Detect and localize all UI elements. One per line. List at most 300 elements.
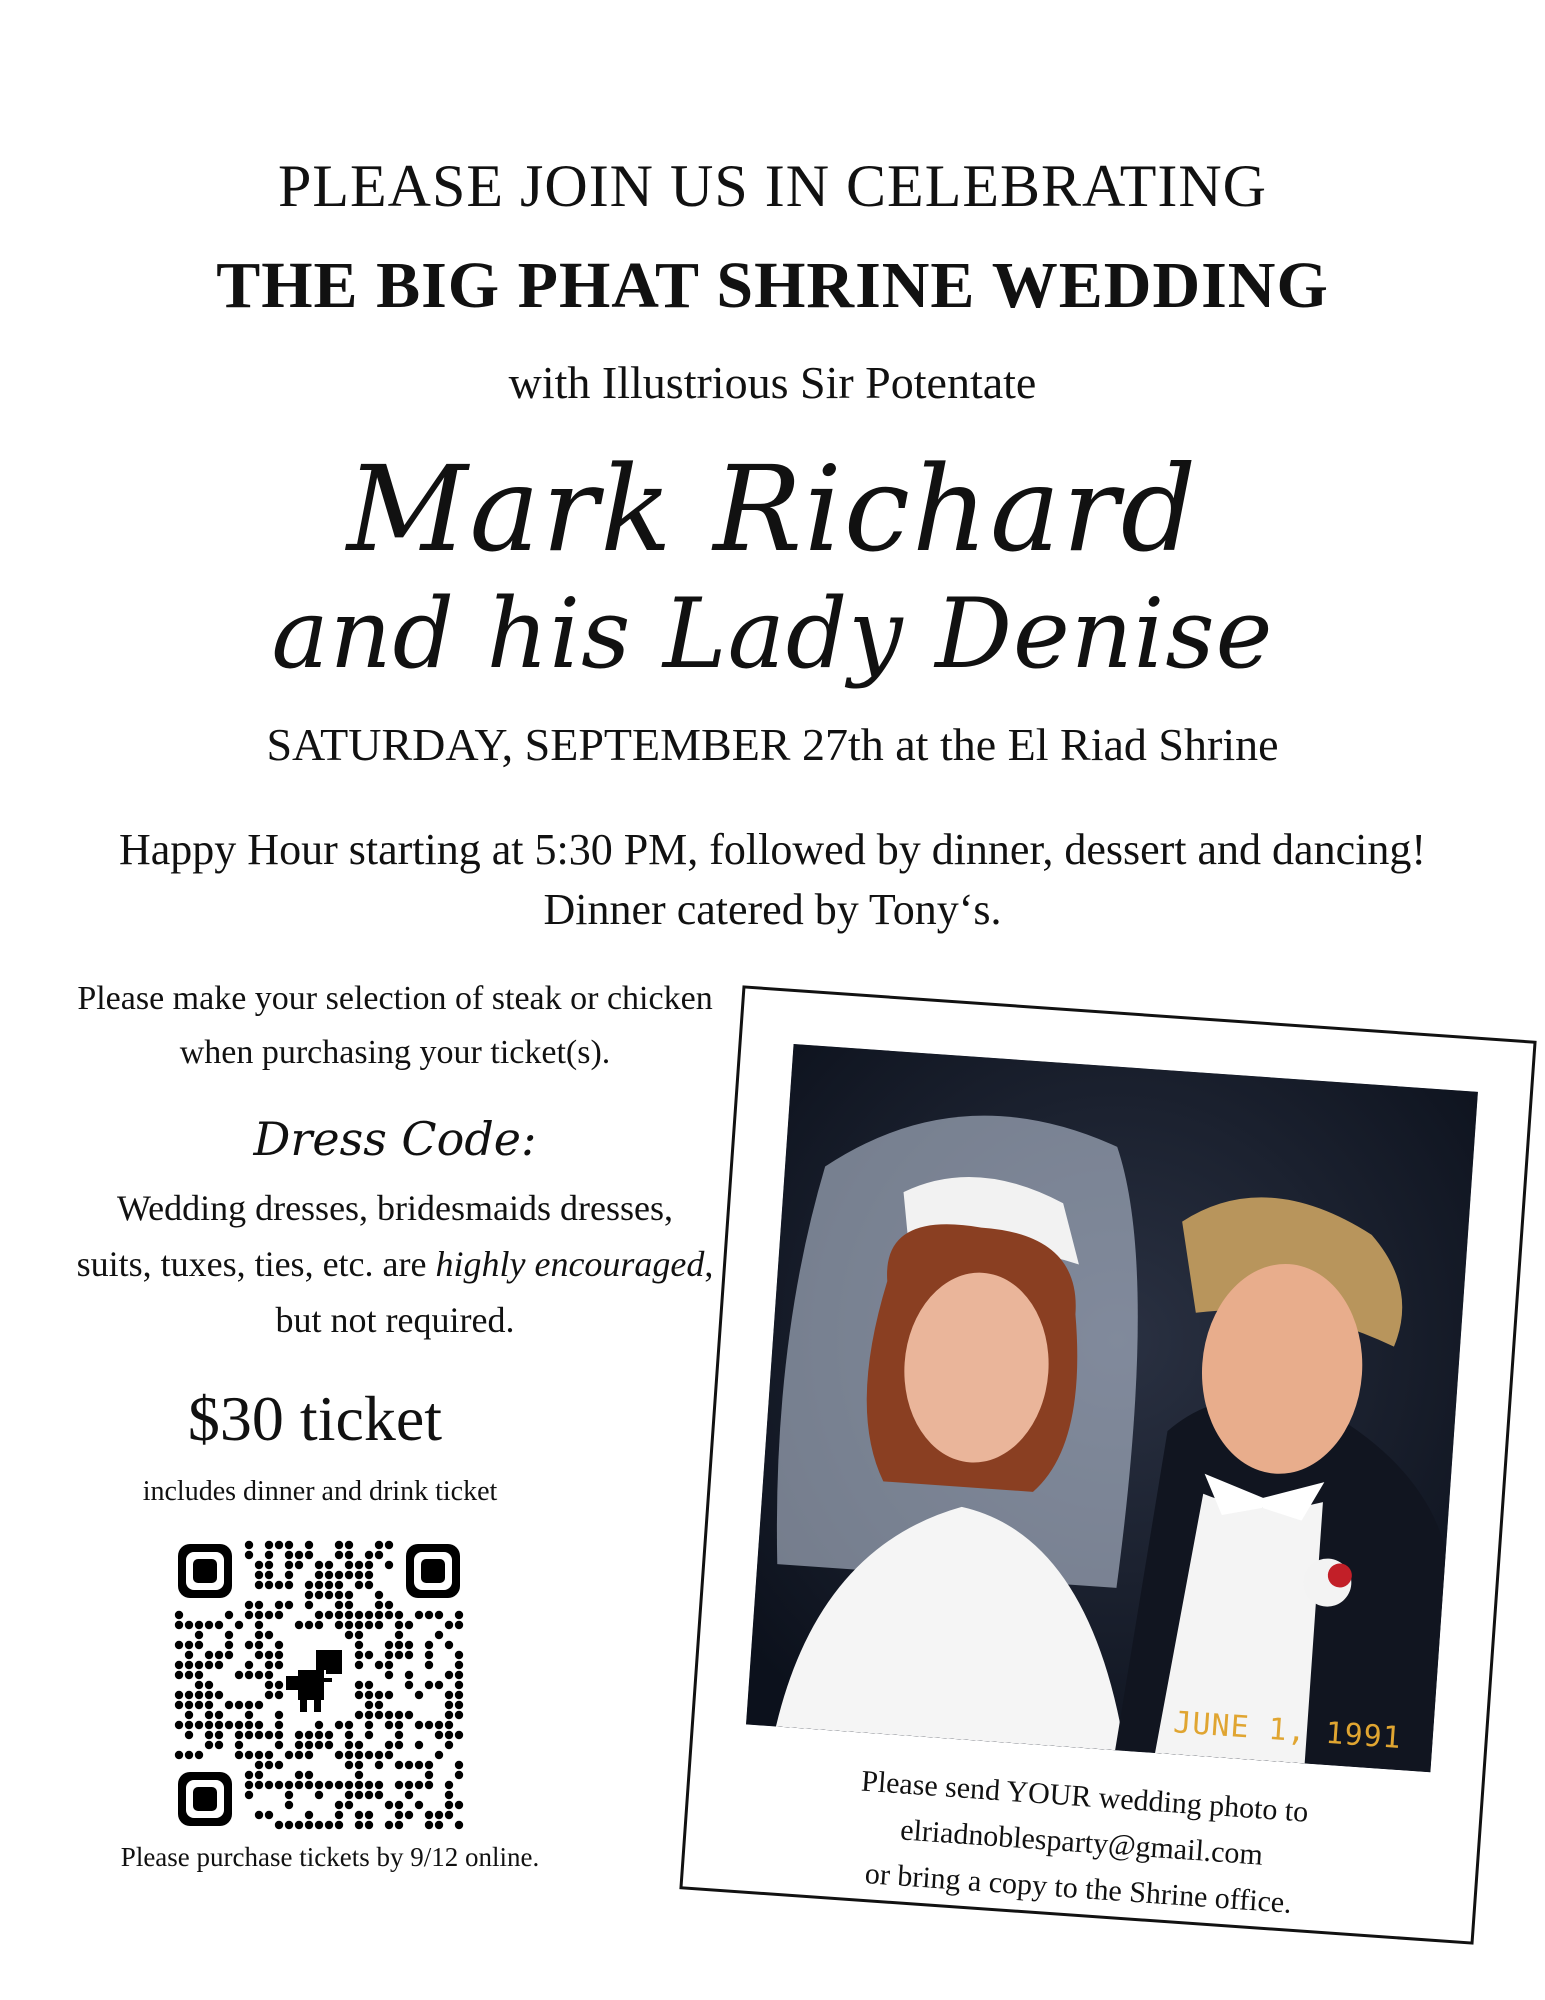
qr-dot xyxy=(315,1571,323,1579)
qr-dot xyxy=(335,1781,343,1789)
qr-dot xyxy=(185,1751,193,1759)
qr-dot xyxy=(455,1821,463,1829)
qr-dot xyxy=(355,1791,363,1799)
selection-line-1: Please make your selection of steak or chicken xyxy=(77,980,713,1017)
qr-dot xyxy=(295,1751,303,1759)
happy-hour-line: Happy Hour starting at 5:30 PM, followed by dinner, dessert and dancing! xyxy=(119,825,1426,874)
qr-dot xyxy=(425,1761,433,1769)
photo-date-stamp: JUNE 1, 1991 xyxy=(1172,1705,1403,1757)
qr-dot xyxy=(175,1611,183,1619)
qr-dot xyxy=(405,1711,413,1719)
qr-dot xyxy=(285,1561,293,1569)
qr-dot xyxy=(255,1671,263,1679)
qr-dot xyxy=(355,1631,363,1639)
qr-dot xyxy=(365,1681,373,1689)
qr-dot xyxy=(255,1771,263,1779)
qr-dot xyxy=(325,1591,333,1599)
qr-dot xyxy=(255,1641,263,1649)
qr-dot xyxy=(355,1691,363,1699)
qr-dot xyxy=(415,1801,423,1809)
qr-dot xyxy=(455,1771,463,1779)
qr-dot xyxy=(375,1761,383,1769)
qr-dot xyxy=(305,1751,313,1759)
qr-dot xyxy=(285,1791,293,1799)
qr-dot xyxy=(355,1661,363,1669)
qr-dot xyxy=(335,1541,343,1549)
qr-dot xyxy=(245,1731,253,1739)
qr-dot xyxy=(435,1631,443,1639)
qr-dot xyxy=(245,1611,253,1619)
qr-dot xyxy=(275,1651,283,1659)
qr-dot xyxy=(425,1811,433,1819)
qr-dot xyxy=(295,1731,303,1739)
qr-dot xyxy=(205,1741,213,1749)
qr-dot xyxy=(215,1661,223,1669)
qr-dot xyxy=(315,1721,323,1729)
qr-dot xyxy=(215,1651,223,1659)
qr-dot xyxy=(285,1571,293,1579)
qr-dot xyxy=(365,1571,373,1579)
qr-dot xyxy=(405,1651,413,1659)
qr-dot xyxy=(255,1611,263,1619)
qr-dot xyxy=(445,1781,453,1789)
dinosaur-icon xyxy=(286,1650,342,1712)
qr-dot xyxy=(305,1821,313,1829)
qr-dot xyxy=(425,1661,433,1669)
qr-dot xyxy=(355,1771,363,1779)
qr-dot xyxy=(245,1791,253,1799)
qr-dot xyxy=(175,1691,183,1699)
qr-dot xyxy=(405,1791,413,1799)
intro-heading: PLEASE JOIN US IN CELEBRATING xyxy=(278,153,1267,219)
qr-dot xyxy=(265,1541,273,1549)
qr-dot xyxy=(375,1691,383,1699)
qr-dot xyxy=(455,1611,463,1619)
qr-dot xyxy=(275,1781,283,1789)
qr-dot xyxy=(345,1611,353,1619)
qr-dot xyxy=(445,1811,453,1819)
qr-dot xyxy=(255,1631,263,1639)
qr-dot xyxy=(185,1621,193,1629)
qr-dot xyxy=(205,1711,213,1719)
qr-dot xyxy=(275,1611,283,1619)
host-name: Mark Richard xyxy=(346,440,1199,578)
qr-dot xyxy=(295,1781,303,1789)
qr-dot xyxy=(455,1651,463,1659)
dress-line-1: Wedding dresses, bridesmaids dresses, xyxy=(117,1188,673,1228)
qr-dot xyxy=(385,1751,393,1759)
qr-dot xyxy=(195,1661,203,1669)
meal-selection-note xyxy=(40,972,750,1080)
qr-dot xyxy=(295,1561,303,1569)
qr-dot xyxy=(245,1601,253,1609)
qr-dot xyxy=(395,1611,403,1619)
qr-dot xyxy=(285,1551,293,1559)
qr-dot xyxy=(275,1641,283,1649)
qr-dot xyxy=(345,1601,353,1609)
qr-dot xyxy=(345,1721,353,1729)
event-details xyxy=(0,820,1545,940)
qr-dot xyxy=(195,1751,203,1759)
qr-dot xyxy=(455,1661,463,1669)
qr-dot xyxy=(365,1821,373,1829)
qr-dot xyxy=(235,1751,243,1759)
qr-dot xyxy=(315,1821,323,1829)
qr-dot xyxy=(365,1781,373,1789)
qr-dot xyxy=(395,1821,403,1829)
qr-dot xyxy=(445,1791,453,1799)
qr-dot xyxy=(315,1591,323,1599)
qr-dot xyxy=(385,1661,393,1669)
qr-dot xyxy=(365,1811,373,1819)
qr-dot xyxy=(305,1551,313,1559)
qr-dot xyxy=(405,1621,413,1629)
qr-dot xyxy=(335,1801,343,1809)
qr-dot xyxy=(305,1771,313,1779)
qr-dot xyxy=(195,1721,203,1729)
qr-dot xyxy=(275,1691,283,1699)
qr-dot xyxy=(275,1601,283,1609)
qr-dot xyxy=(395,1651,403,1659)
qr-dot xyxy=(445,1671,453,1679)
qr-dot xyxy=(365,1701,373,1709)
qr-dot xyxy=(345,1571,353,1579)
qr-dot xyxy=(395,1621,403,1629)
qr-dot xyxy=(345,1731,353,1739)
qr-dot xyxy=(365,1791,373,1799)
qr-dot xyxy=(195,1701,203,1709)
qr-dot xyxy=(435,1611,443,1619)
qr-dot xyxy=(265,1581,273,1589)
dress-code-body xyxy=(40,1180,750,1348)
dress-line-2-text: suits, tuxes, ties, etc. are xyxy=(76,1244,436,1284)
qr-dot xyxy=(455,1801,463,1809)
qr-dot xyxy=(185,1661,193,1669)
qr-dot xyxy=(345,1561,353,1569)
qr-dot xyxy=(315,1581,323,1589)
qr-dot xyxy=(365,1611,373,1619)
qr-dot xyxy=(285,1601,293,1609)
qr-finder-top-right xyxy=(406,1544,460,1598)
qr-dot xyxy=(205,1721,213,1729)
qr-dot xyxy=(225,1611,233,1619)
qr-dot xyxy=(325,1731,333,1739)
qr-dot xyxy=(345,1621,353,1629)
qr-dot xyxy=(405,1671,413,1679)
qr-dot xyxy=(205,1691,213,1699)
qr-dot xyxy=(195,1671,203,1679)
qr-dot xyxy=(355,1781,363,1789)
qr-dot xyxy=(355,1811,363,1819)
ticket-price: $30 ticket xyxy=(187,1383,443,1454)
qr-dot xyxy=(245,1551,253,1559)
wedding-couple-image xyxy=(746,1044,1478,1772)
qr-dot xyxy=(325,1571,333,1579)
qr-dot xyxy=(315,1791,323,1799)
qr-dot xyxy=(355,1621,363,1629)
qr-dot xyxy=(265,1691,273,1699)
polaroid-photo-frame xyxy=(679,985,1536,1944)
qr-dot xyxy=(175,1721,183,1729)
photo-caption xyxy=(723,1749,1441,1936)
qr-dot xyxy=(305,1811,313,1819)
qr-dot xyxy=(265,1781,273,1789)
qr-dot xyxy=(325,1781,333,1789)
qr-dot xyxy=(335,1751,343,1759)
qr-dot xyxy=(375,1541,383,1549)
qr-dot xyxy=(385,1821,393,1829)
qr-dot xyxy=(235,1741,243,1749)
qr-dot xyxy=(435,1681,443,1689)
qr-dot xyxy=(335,1621,343,1629)
qr-dot xyxy=(275,1721,283,1729)
qr-dot xyxy=(255,1581,263,1589)
qr-dot xyxy=(265,1761,273,1769)
dress-code-title: Dress Code: xyxy=(253,1112,537,1166)
qr-dot xyxy=(315,1731,323,1739)
qr-dot xyxy=(375,1591,383,1599)
qr-dot xyxy=(395,1711,403,1719)
caption-line-3: or bring a copy to the Shrine office. xyxy=(863,1857,1293,1920)
qr-dot xyxy=(305,1541,313,1549)
qr-dot xyxy=(305,1621,313,1629)
qr-dot xyxy=(335,1611,343,1619)
qr-dot xyxy=(365,1721,373,1729)
qr-dot xyxy=(285,1541,293,1549)
qr-dot xyxy=(335,1601,343,1609)
qr-dot xyxy=(205,1701,213,1709)
dress-line-2-end: , xyxy=(704,1244,714,1284)
qr-dot xyxy=(355,1651,363,1659)
qr-dot xyxy=(385,1641,393,1649)
qr-dot xyxy=(375,1711,383,1719)
qr-dot xyxy=(335,1821,343,1829)
qr-dot xyxy=(445,1731,453,1739)
qr-finder-bottom-left xyxy=(178,1772,232,1826)
qr-dot xyxy=(395,1641,403,1649)
qr-dot xyxy=(265,1611,273,1619)
qr-dot xyxy=(245,1641,253,1649)
selection-line-2: when purchasing your ticket(s). xyxy=(179,1034,611,1071)
qr-dot xyxy=(255,1751,263,1759)
qr-dot xyxy=(395,1741,403,1749)
qr-dot xyxy=(405,1761,413,1769)
qr-dot xyxy=(405,1681,413,1689)
qr-dot xyxy=(185,1641,193,1649)
qr-dot xyxy=(315,1561,323,1569)
qr-dot xyxy=(445,1801,453,1809)
qr-dot xyxy=(275,1581,283,1589)
qr-dot xyxy=(365,1711,373,1719)
qr-dot xyxy=(385,1721,393,1729)
qr-dot xyxy=(375,1621,383,1629)
qr-dot xyxy=(425,1681,433,1689)
qr-dot xyxy=(345,1801,353,1809)
qr-dot xyxy=(235,1671,243,1679)
qr-dot xyxy=(345,1751,353,1759)
qr-dot xyxy=(225,1631,233,1639)
qr-dot xyxy=(325,1821,333,1829)
qr-dot xyxy=(235,1721,243,1729)
qr-dot xyxy=(255,1701,263,1709)
qr-dot xyxy=(255,1651,263,1659)
qr-dot xyxy=(355,1641,363,1649)
qr-dot xyxy=(215,1691,223,1699)
qr-dot xyxy=(305,1591,313,1599)
qr-dot xyxy=(385,1671,393,1679)
qr-dot xyxy=(245,1661,253,1669)
qr-dot xyxy=(315,1741,323,1749)
qr-dot xyxy=(185,1691,193,1699)
qr-dot xyxy=(415,1761,423,1769)
qr-dot xyxy=(335,1571,343,1579)
wedding-photo xyxy=(746,1044,1478,1772)
qr-dot xyxy=(175,1661,183,1669)
qr-dot xyxy=(345,1551,353,1559)
qr-dot xyxy=(245,1721,253,1729)
qr-dot xyxy=(385,1541,393,1549)
qr-dot xyxy=(255,1571,263,1579)
qr-dot xyxy=(425,1651,433,1659)
qr-dot xyxy=(245,1671,253,1679)
qr-dot xyxy=(175,1751,183,1759)
qr-dot xyxy=(185,1701,193,1709)
qr-dot xyxy=(285,1581,293,1589)
qr-dot xyxy=(395,1731,403,1739)
qr-dot xyxy=(355,1821,363,1829)
qr-dot xyxy=(365,1651,373,1659)
qr-dot xyxy=(345,1791,353,1799)
dress-line-2 xyxy=(40,1236,750,1292)
qr-dot xyxy=(435,1751,443,1759)
qr-dot xyxy=(355,1571,363,1579)
qr-dot xyxy=(265,1661,273,1669)
qr-dot xyxy=(195,1621,203,1629)
qr-dot xyxy=(275,1731,283,1739)
qr-dot xyxy=(305,1601,313,1609)
qr-dot xyxy=(365,1691,373,1699)
qr-dot xyxy=(185,1731,193,1739)
qr-dot xyxy=(245,1541,253,1549)
qr-dot xyxy=(335,1811,343,1819)
qr-dot xyxy=(235,1701,243,1709)
qr-dot xyxy=(365,1581,373,1589)
qr-dot xyxy=(435,1821,443,1829)
qr-dot xyxy=(275,1541,283,1549)
qr-dot xyxy=(215,1621,223,1629)
qr-dot xyxy=(355,1761,363,1769)
qr-dot xyxy=(285,1801,293,1809)
qr-dot xyxy=(275,1821,283,1829)
qr-dot xyxy=(215,1741,223,1749)
qr-dot xyxy=(375,1661,383,1669)
qr-dot xyxy=(455,1621,463,1629)
qr-dot xyxy=(445,1621,453,1629)
qr-dot xyxy=(375,1791,383,1799)
qr-dot xyxy=(195,1631,203,1639)
qr-dot xyxy=(275,1681,283,1689)
qr-dot xyxy=(365,1751,373,1759)
qr-dot xyxy=(205,1681,213,1689)
qr-code[interactable] xyxy=(174,1540,464,1830)
qr-dot xyxy=(375,1611,383,1619)
qr-dot xyxy=(255,1761,263,1769)
qr-dot xyxy=(345,1781,353,1789)
qr-dot xyxy=(275,1761,283,1769)
qr-dot xyxy=(275,1741,283,1749)
qr-dot xyxy=(355,1711,363,1719)
qr-dot xyxy=(355,1681,363,1689)
qr-dot xyxy=(295,1551,303,1559)
qr-dot xyxy=(415,1781,423,1789)
qr-dot xyxy=(225,1651,233,1659)
qr-dot xyxy=(395,1801,403,1809)
qr-dot xyxy=(255,1601,263,1609)
qr-dot xyxy=(175,1701,183,1709)
qr-dot xyxy=(315,1621,323,1629)
qr-dot xyxy=(215,1731,223,1739)
qr-dot xyxy=(265,1671,273,1679)
event-title: THE BIG PHAT SHRINE WEDDING xyxy=(216,249,1329,322)
qr-dot xyxy=(435,1811,443,1819)
qr-dot xyxy=(225,1701,233,1709)
qr-dot xyxy=(265,1811,273,1819)
qr-dot xyxy=(405,1781,413,1789)
qr-dot xyxy=(415,1691,423,1699)
qr-dot xyxy=(215,1711,223,1719)
qr-dot xyxy=(445,1741,453,1749)
qr-dot xyxy=(295,1741,303,1749)
qr-dot xyxy=(185,1651,193,1659)
qr-dot xyxy=(235,1731,243,1739)
qr-dot xyxy=(395,1781,403,1789)
qr-dot xyxy=(175,1621,183,1629)
qr-dot xyxy=(385,1691,393,1699)
dress-line-3: but not required. xyxy=(275,1300,515,1340)
qr-dot xyxy=(445,1721,453,1729)
qr-dot xyxy=(375,1781,383,1789)
qr-dot xyxy=(315,1611,323,1619)
qr-dot xyxy=(455,1731,463,1739)
ticket-includes: includes dinner and drink ticket xyxy=(142,1476,498,1507)
qr-dot xyxy=(275,1661,283,1669)
qr-dot xyxy=(265,1681,273,1689)
qr-dot xyxy=(375,1751,383,1759)
event-date: SATURDAY, SEPTEMBER 27th at the El Riad Shrine xyxy=(266,719,1279,770)
qr-dot xyxy=(275,1711,283,1719)
qr-dot xyxy=(265,1561,273,1569)
qr-dot xyxy=(425,1821,433,1829)
qr-dot xyxy=(305,1731,313,1739)
qr-dot xyxy=(185,1721,193,1729)
qr-dot xyxy=(455,1671,463,1679)
qr-dot xyxy=(225,1721,233,1729)
qr-dot xyxy=(215,1721,223,1729)
qr-dot xyxy=(305,1581,313,1589)
qr-dot xyxy=(245,1711,253,1719)
qr-dot xyxy=(255,1621,263,1629)
qr-dot xyxy=(175,1641,183,1649)
qr-dot xyxy=(335,1581,343,1589)
qr-dot xyxy=(255,1781,263,1789)
qr-dot xyxy=(445,1701,453,1709)
qr-dot xyxy=(255,1731,263,1739)
caption-email[interactable]: elriadnoblesparty@gmail.com xyxy=(899,1813,1264,1872)
qr-dot xyxy=(185,1671,193,1679)
qr-dot xyxy=(395,1761,403,1769)
qr-dot xyxy=(345,1591,353,1599)
qr-dot xyxy=(395,1811,403,1819)
